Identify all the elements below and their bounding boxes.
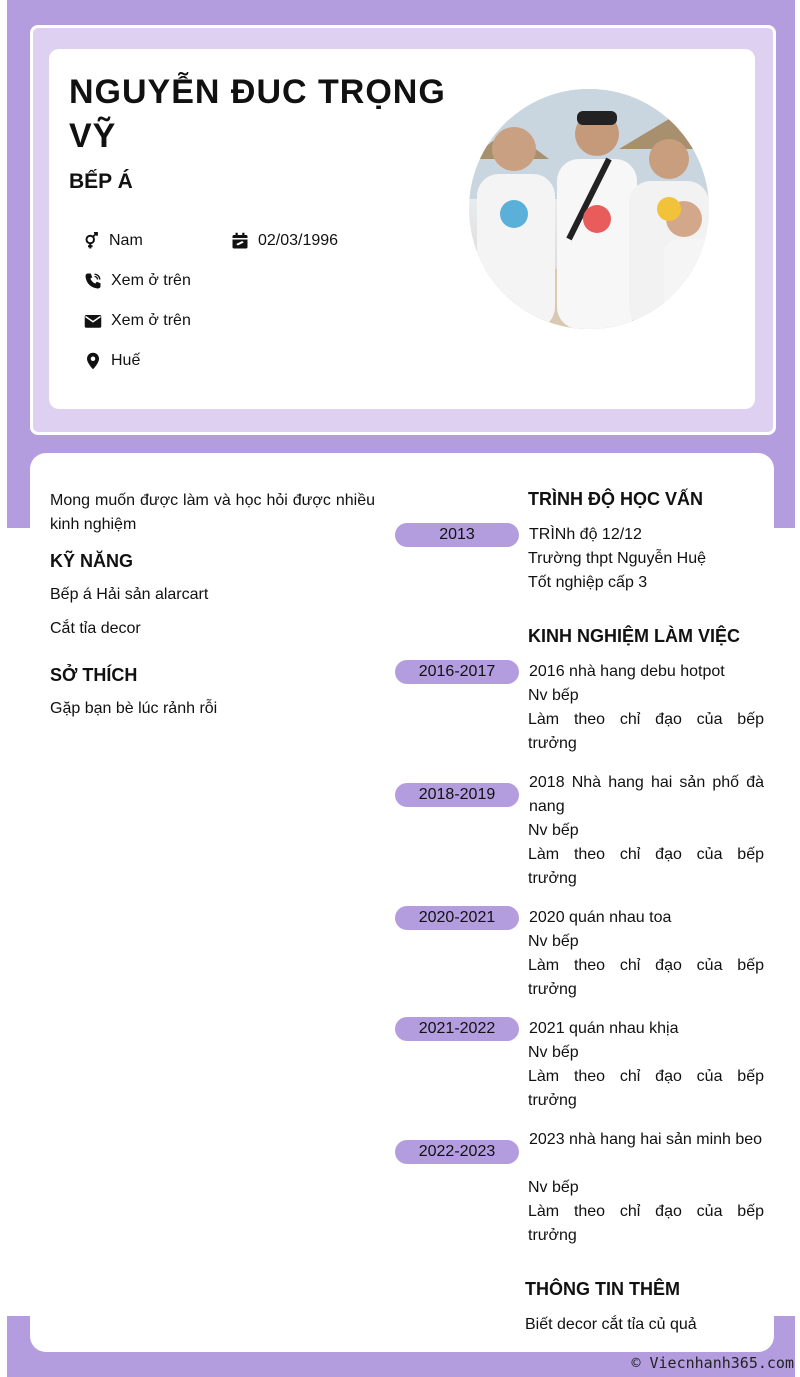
experience-period: 2016-2017	[395, 660, 519, 684]
address-value: Huế	[111, 352, 141, 369]
site-watermark[interactable]: © Viecnhanh365.com	[631, 1354, 794, 1372]
experience-heading: 2021 quán nhau khịa	[529, 1020, 679, 1037]
hobby-item: Gặp bạn bè lúc rảnh rỗi	[50, 700, 218, 717]
experience-desc: Làm theo chỉ đạo của bếp trưởng	[528, 1068, 764, 1109]
additional-info-text: Biết decor cắt tỉa củ quả	[525, 1316, 697, 1333]
experience-period: 2022-2023	[395, 1140, 519, 1164]
experience-role: Nv bếp	[528, 687, 579, 704]
gender-row	[82, 232, 143, 250]
experience-desc: Làm theo chỉ đạo của bếp trưởng	[528, 1203, 764, 1244]
experience-heading: 2016 nhà hang debu hotpot	[529, 663, 725, 680]
experience-heading: 2020 quán nhau toa	[529, 909, 672, 926]
experience-desc: Làm theo chỉ đạo của bếp trưởng	[528, 711, 764, 752]
education-result: Tốt nghiệp cấp 3	[528, 574, 648, 591]
experience-period: 2020-2021	[395, 906, 519, 930]
birthday-value: 02/03/1996	[258, 232, 339, 249]
experience-role: Nv bếp	[528, 822, 579, 839]
experience-heading: 2023 nhà hang hai sản minh beo	[529, 1131, 763, 1148]
experience-desc: Làm theo chỉ đạo của bếp trưởng	[528, 957, 764, 998]
skill-item: Bếp á Hải sản alarcart	[50, 586, 209, 603]
calendar-icon	[231, 232, 249, 250]
job-position: BẾP Á	[69, 170, 133, 193]
candidate-name: NGUYỄN ĐUC TRỌNG VỸ	[69, 73, 446, 155]
experience-period: 2018-2019	[395, 783, 519, 807]
education-school: Trường thpt Nguyễn Huệ	[528, 550, 707, 567]
education-heading: TRÌNh độ 12/12	[529, 526, 642, 543]
phone-row	[84, 272, 191, 290]
avatar	[469, 89, 709, 329]
experience-desc: Làm theo chỉ đạo của bếp trưởng	[528, 846, 764, 887]
skill-item: Cắt tỉa decor	[50, 620, 141, 637]
experience-role: Nv bếp	[528, 1179, 579, 1196]
experience-period: 2021-2022	[395, 1017, 519, 1041]
additional-info-title: THÔNG TIN THÊM	[525, 1279, 680, 1299]
email-row	[84, 312, 191, 330]
email-icon	[84, 312, 102, 330]
birthday-row	[231, 232, 338, 250]
education-period: 2013	[395, 523, 519, 547]
location-icon	[84, 352, 102, 370]
email-value: Xem ở trên	[111, 312, 191, 329]
experience-title: KINH NGHIỆM LÀM VIỆC	[528, 626, 741, 646]
experience-heading: 2018 Nhà hang hai sản phố đà nang	[529, 774, 764, 815]
address-row	[84, 352, 140, 370]
education-title: TRÌNH ĐỘ HỌC VẤN	[528, 489, 703, 509]
hobbies-title: SỞ THÍCH	[50, 665, 138, 685]
skills-title: KỸ NĂNG	[50, 551, 134, 571]
experience-role: Nv bếp	[528, 933, 579, 950]
career-objective: Mong muốn được làm và học hỏi được nhiều kinh nghiệm	[50, 492, 375, 533]
gender-value: Nam	[109, 232, 143, 249]
gender-icon	[82, 232, 100, 250]
phone-value: Xem ở trên	[111, 272, 191, 289]
phone-icon	[84, 272, 102, 290]
experience-role: Nv bếp	[528, 1044, 579, 1061]
